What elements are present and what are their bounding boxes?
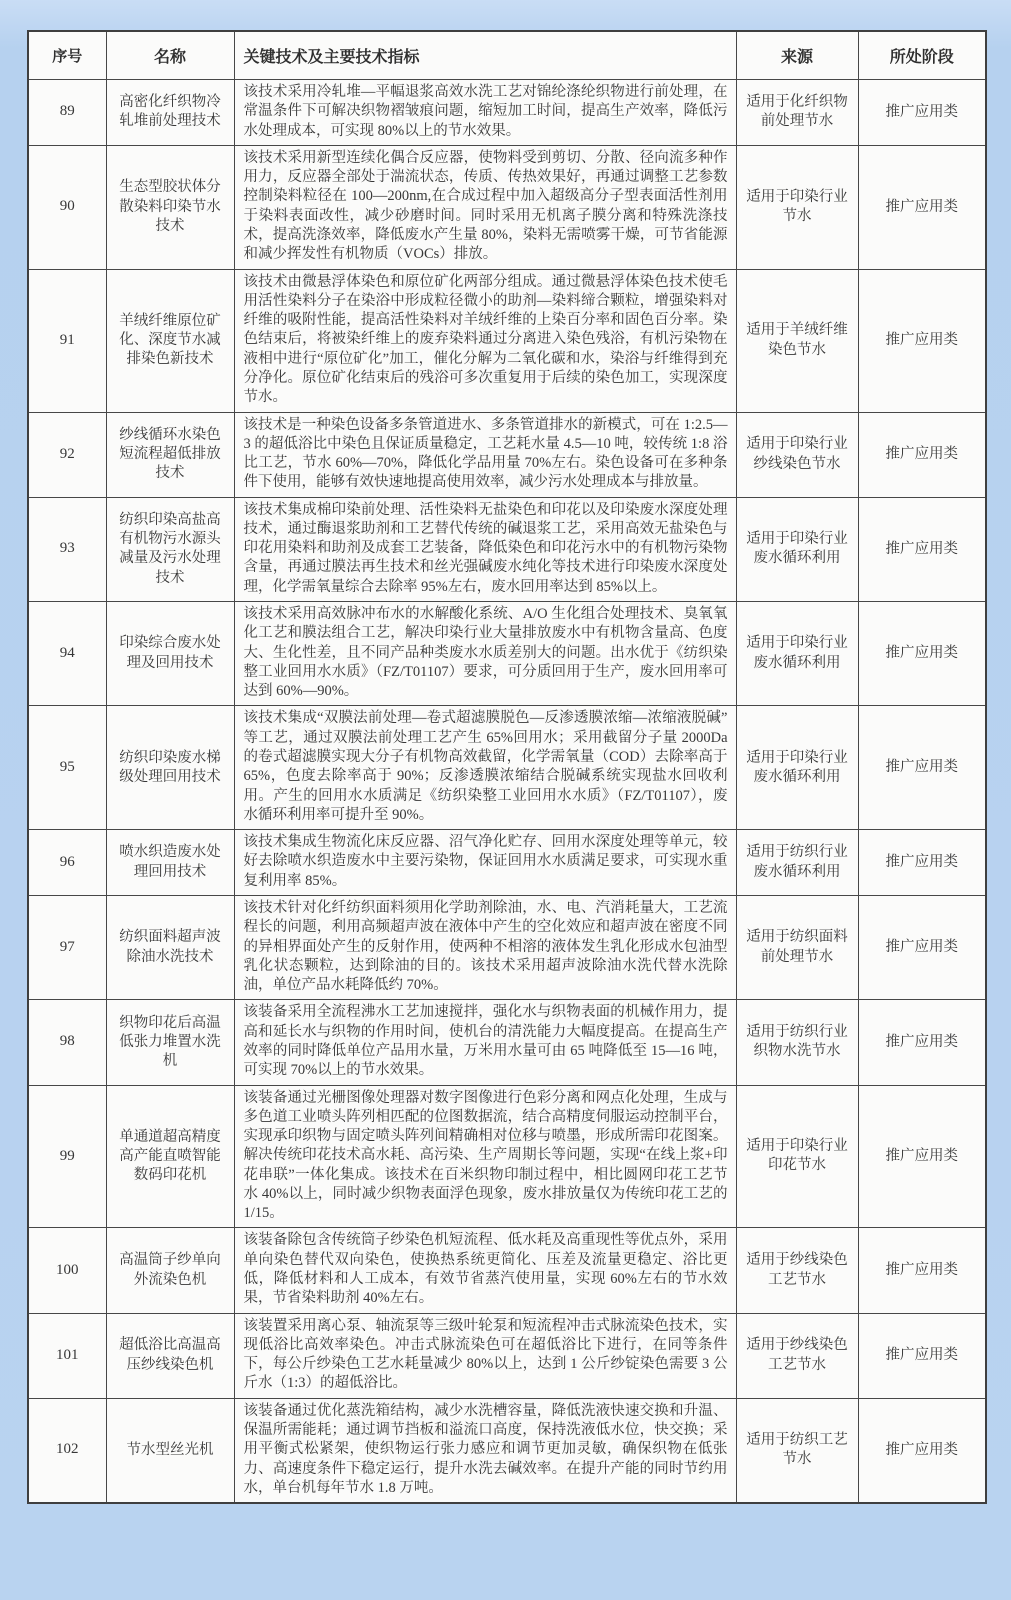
cell-technical-indicators: 该技术集成棉印染前处理、活性染料无盐染色和印花以及印染废水深度处理技术，通过酶退浆助剂和工艺替代传统的碱退浆工艺，采用高效无盐染色与印花用染料和助剂及成套工艺装备，降低染色和印花污水中的有机物污染物含量，再通过膜法再生技术和丝光强碱废水纯化等技术进行印染废水深度处理，化学需氧量综合去除率 95%左右，废水回用率达到 85%以上。 bbox=[234, 497, 736, 601]
table-row bbox=[28, 895, 986, 999]
cell-serial-number: 101 bbox=[28, 1313, 106, 1398]
cell-stage: 推广应用类 bbox=[858, 706, 986, 830]
table-row bbox=[28, 412, 986, 497]
cell-source: 适用于印染行业节水 bbox=[736, 145, 858, 269]
cell-serial-number: 89 bbox=[28, 80, 106, 146]
table-row bbox=[28, 1228, 986, 1313]
column-header-key-technology: 关键技术及主要技术指标 bbox=[234, 31, 736, 80]
table-body bbox=[28, 80, 986, 1504]
cell-serial-number: 97 bbox=[28, 895, 106, 999]
table-row bbox=[28, 497, 986, 601]
cell-technical-indicators: 该装备采用全流程沸水工艺加速搅拌，强化水与织物表面的机械作用力，提高和延长水与织物的作用时间，使机台的清洗能力大幅度提高。在提高生产效率的同时降低单位产品用水量，万米用水量可由 65 吨降低至 15—16 吨，可实现 70%以上的节水效果。 bbox=[234, 1000, 736, 1085]
cell-technical-indicators: 该技术由微悬浮体染色和原位矿化两部分组成。通过微悬浮体染色技术使毛用活性染料分子在染浴中形成粒径微小的助剂—染料缔合颗粒，增强染料对纤维的吸附性能，提高活性染料对羊绒纤维的上染百分率和固色百分率。染色结束后，将被染纤维上的废弃染料通过分离进入染色残浴，有机污染物在液相中进行“原位矿化”加工，催化分解为二氧化碳和水，染浴与纤维得到充分净化。原位矿化结束后的残浴可多次重复用于后续的染色加工，实现深度节水。 bbox=[234, 269, 736, 412]
cell-serial-number: 91 bbox=[28, 269, 106, 412]
cell-stage: 推广应用类 bbox=[858, 895, 986, 999]
cell-serial-number: 99 bbox=[28, 1085, 106, 1228]
cell-source: 适用于印染行业印花节水 bbox=[736, 1085, 858, 1228]
cell-technology-name: 织物印花后高温低张力堆置水洗机 bbox=[106, 1000, 234, 1085]
cell-source: 适用于印染行业纱线染色节水 bbox=[736, 412, 858, 497]
table-row bbox=[28, 1398, 986, 1503]
table-row bbox=[28, 706, 986, 830]
cell-technical-indicators: 该技术集成“双膜法前处理—卷式超滤膜脱色—反渗透膜浓缩—浓缩液脱碱”等工艺，通过双膜法前处理工艺产生 65%回用水；采用截留分子量 2000Da 的卷式超滤膜实现大分子有机物高效截留，化学需氧量（COD）去除率高于 65%，色度去除率高于 90%；反渗透膜浓缩结合脱碱系统实现盐水回收利用。产生的回用水水质满足《纺织染整工业回用水水质》（FZ/T01107），废水循环利用率可提升至 90%。 bbox=[234, 706, 736, 830]
cell-technology-name: 生态型胶状体分散染料印染节水技术 bbox=[106, 145, 234, 269]
cell-stage: 推广应用类 bbox=[858, 830, 986, 896]
table-row bbox=[28, 145, 986, 269]
cell-serial-number: 95 bbox=[28, 706, 106, 830]
cell-source: 适用于化纤织物前处理节水 bbox=[736, 80, 858, 146]
cell-serial-number: 93 bbox=[28, 497, 106, 601]
cell-technology-name: 纺织印染废水梯级处理回用技术 bbox=[106, 706, 234, 830]
cell-technology-name: 印染综合废水处理及回用技术 bbox=[106, 602, 234, 706]
cell-source: 适用于印染行业废水循环利用 bbox=[736, 706, 858, 830]
cell-technical-indicators: 该技术采用高效脉冲布水的水解酸化系统、A/O 生化组合处理技术、臭氧氧化工艺和膜法组合工艺，解决印染行业大量排放废水中有机物含量高、色度大、生化性差，且不同产品种类废水水质差别大的问题。出水优于《纺织染整工业回用水水质》（FZ/T01107）要求，可分质回用于生产，废水回用率可达到 60%—90%。 bbox=[234, 602, 736, 706]
cell-technical-indicators: 该技术采用新型连续化偶合反应器，使物料受到剪切、分散、径向流多种作用力，反应器全部处于湍流状态，传质、传热效果好，再通过调整工艺参数控制染料粒径在 100—200nm,在合成过程中加入超级高分子型表面活性剂用于染料表面改性，减少砂磨时间。同时采用无机离子膜分离和特殊洗涤技术，提高洗涤效率，降低废水产生量 80%，染料无需喷雾干燥，可节省能源和减少挥发性有机物质（VOCs）排放。 bbox=[234, 145, 736, 269]
cell-source: 适用于纺织面料前处理节水 bbox=[736, 895, 858, 999]
cell-stage: 推广应用类 bbox=[858, 1398, 986, 1503]
table-row bbox=[28, 1085, 986, 1228]
cell-technology-name: 喷水织造废水处理回用技术 bbox=[106, 830, 234, 896]
cell-source: 适用于纱线染色工艺节水 bbox=[736, 1228, 858, 1313]
cell-technology-name: 节水型丝光机 bbox=[106, 1398, 234, 1503]
cell-serial-number: 100 bbox=[28, 1228, 106, 1313]
table-header bbox=[28, 31, 986, 80]
cell-technology-name: 纱线循环水染色短流程超低排放技术 bbox=[106, 412, 234, 497]
table-row bbox=[28, 1000, 986, 1085]
table-row bbox=[28, 1313, 986, 1398]
header-row bbox=[28, 31, 986, 80]
cell-stage: 推广应用类 bbox=[858, 1228, 986, 1313]
table-row bbox=[28, 602, 986, 706]
table-row bbox=[28, 80, 986, 146]
cell-technology-name: 高温筒子纱单向外流染色机 bbox=[106, 1228, 234, 1313]
cell-source: 适用于纺织工艺节水 bbox=[736, 1398, 858, 1503]
column-header-name: 名称 bbox=[106, 31, 234, 80]
cell-technology-name: 羊绒纤维原位矿化、深度节水减排染色新技术 bbox=[106, 269, 234, 412]
cell-serial-number: 102 bbox=[28, 1398, 106, 1503]
column-header-stage: 所处阶段 bbox=[858, 31, 986, 80]
cell-technical-indicators: 该装备除包含传统筒子纱染色机短流程、低水耗及高重现性等优点外，采用单向染色替代双向染色，使换热系统更简化、压差及流量更稳定、浴比更低，降低材料和人工成本，有效节省蒸汽使用量，实现 60%左右的节水效果，节省染料助剂 40%左右。 bbox=[234, 1228, 736, 1313]
cell-stage: 推广应用类 bbox=[858, 602, 986, 706]
cell-technology-name: 纺织印染高盐高有机物污水源头减量及污水处理技术 bbox=[106, 497, 234, 601]
cell-source: 适用于纺织行业废水循环利用 bbox=[736, 830, 858, 896]
cell-serial-number: 94 bbox=[28, 602, 106, 706]
cell-source: 适用于印染行业废水循环利用 bbox=[736, 602, 858, 706]
cell-stage: 推广应用类 bbox=[858, 80, 986, 146]
water-saving-technology-table bbox=[27, 30, 987, 1504]
column-header-source: 来源 bbox=[736, 31, 858, 80]
cell-technical-indicators: 该装备通过光栅图像处理器对数字图像进行色彩分离和网点化处理，生成与多色道工业喷头阵列相匹配的位图数据流，结合高精度伺服运动控制平台，实现承印织物与固定喷头阵列间精确相对位移与喷墨，形成所需印花图案。解决传统印花技术高水耗、高污染、生产周期长等问题，实现“在线上浆+印花串联”一体化集成。该技术在百米织物印制过程中，相比圆网印花工艺节水 40%以上，同时减少织物表面浮色现象，废水排放量仅为传统印花工艺的 1/15。 bbox=[234, 1085, 736, 1228]
cell-technology-name: 高密化纤织物冷轧堆前处理技术 bbox=[106, 80, 234, 146]
table-row bbox=[28, 830, 986, 896]
table-row bbox=[28, 269, 986, 412]
cell-technology-name: 单通道超高精度高产能直喷智能数码印花机 bbox=[106, 1085, 234, 1228]
cell-technology-name: 纺织面料超声波除油水洗技术 bbox=[106, 895, 234, 999]
cell-technical-indicators: 该装置采用离心泵、轴流泵等三级叶轮泵和短流程冲击式脉流染色技术，实现低浴比高效率染色。冲击式脉流染色可在超低浴比下进行，在同等条件下，每公斤纱染色工艺水耗量减少 80%以上，达到 1 公斤纱锭染色需要 3 公斤水（1:3）的超低浴比。 bbox=[234, 1313, 736, 1398]
cell-source: 适用于纱线染色工艺节水 bbox=[736, 1313, 858, 1398]
cell-stage: 推广应用类 bbox=[858, 412, 986, 497]
cell-technical-indicators: 该技术采用冷轧堆—平幅退浆高效水洗工艺对锦纶涤纶织物进行前处理，在常温条件下可解决织物褶皱痕问题，缩短加工时间，提高生产效率，降低污水处理成本，可实现 80%以上的节水效果。 bbox=[234, 80, 736, 146]
column-header-serial-number: 序号 bbox=[28, 31, 106, 80]
cell-serial-number: 96 bbox=[28, 830, 106, 896]
cell-technology-name: 超低浴比高温高压纱线染色机 bbox=[106, 1313, 234, 1398]
cell-technical-indicators: 该技术集成生物流化床反应器、沼气净化贮存、回用水深度处理等单元，较好去除喷水织造废水中主要污染物，保证回用水水质满足要求，可实现水重复利用率 85%。 bbox=[234, 830, 736, 896]
cell-stage: 推广应用类 bbox=[858, 1085, 986, 1228]
cell-serial-number: 92 bbox=[28, 412, 106, 497]
cell-stage: 推广应用类 bbox=[858, 1000, 986, 1085]
cell-technical-indicators: 该装备通过优化蒸洗箱结构，减少水洗槽容量，降低洗液快速交换和升温、保温所需能耗；通过调节挡板和溢流口高度，保持洗液低水位，快交换；采用平衡式松紧架，使织物运行张力感应和调节更加灵敏，确保织物在低张力、高速度条件下稳定运行，提升水洗去碱效率。在提升产能的同时节约用水，单台机每年节水 1.8 万吨。 bbox=[234, 1398, 736, 1503]
cell-source: 适用于印染行业废水循环利用 bbox=[736, 497, 858, 601]
cell-stage: 推广应用类 bbox=[858, 145, 986, 269]
cell-source: 适用于羊绒纤维染色节水 bbox=[736, 269, 858, 412]
cell-stage: 推广应用类 bbox=[858, 1313, 986, 1398]
cell-serial-number: 98 bbox=[28, 1000, 106, 1085]
cell-stage: 推广应用类 bbox=[858, 269, 986, 412]
cell-source: 适用于纺织行业织物水洗节水 bbox=[736, 1000, 858, 1085]
cell-stage: 推广应用类 bbox=[858, 497, 986, 601]
cell-technical-indicators: 该技术针对化纤纺织面料须用化学助剂除油，水、电、汽消耗量大，工艺流程长的问题，利用高频超声波在液体中产生的空化效应和超声波在密度不同的异相界面处产生的反射作用，使两种不相溶的液体发生乳化形成水包油型乳化状态颗粒，达到除油的目的。该技术采用超声波除油水洗代替水洗除油，单位产品水耗降低约 70%。 bbox=[234, 895, 736, 999]
cell-serial-number: 90 bbox=[28, 145, 106, 269]
cell-technical-indicators: 该技术是一种染色设备多条管道进水、多条管道排水的新模式，可在 1:2.5—3 的超低浴比中染色且保证质量稳定，工艺耗水量 4.5—10 吨，较传统 1:8 浴比工艺，节水 60%—70%，降低化学品用量 70%左右。染色设备可在多种条件下使用，能够有效快速地提高使用效率，减少污水处理成本与排放量。 bbox=[234, 412, 736, 497]
